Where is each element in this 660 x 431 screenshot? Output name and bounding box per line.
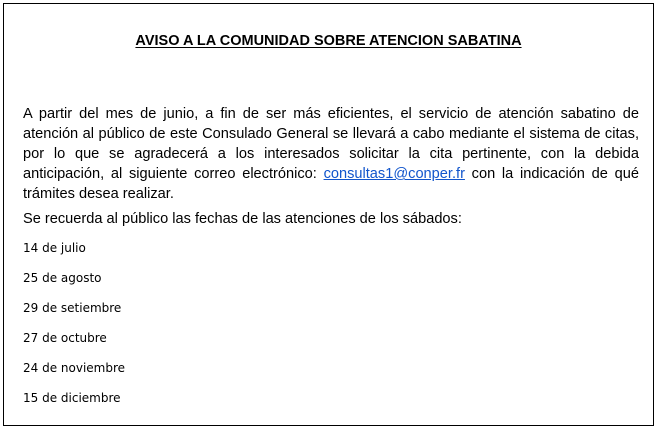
date-item: 14 de julio xyxy=(23,241,86,255)
date-item: 27 de octubre xyxy=(23,331,107,345)
notice-box xyxy=(3,3,654,426)
date-item: 29 de setiembre xyxy=(23,301,122,315)
notice-title xyxy=(4,31,653,51)
notice-paragraph xyxy=(23,104,639,204)
date-item: 25 de agosto xyxy=(23,271,102,285)
paragraph-text-before-email: A partir del mes de junio, a fin de ser más eficientes, el servicio de atención sabatino de atención al público de este Consulado General se llevará a cabo mediante el sistema de citas, por lo que se agradecerá a los interesados solicitar la cita pertinente, con la debida anticipación, al siguiente correo electrónico: xyxy=(23,106,639,182)
dates-reminder: Se recuerda al público las fechas de las atenciones de los sábados: xyxy=(23,211,462,227)
notice-title-text: AVISO A LA COMUNIDAD SOBRE ATENCION SABATINA xyxy=(135,33,522,49)
date-item: 15 de diciembre xyxy=(23,391,121,405)
date-item: 24 de noviembre xyxy=(23,361,126,375)
email-link[interactable]: consultas1@conper.fr xyxy=(323,166,465,182)
paragraph-text-after-email: con la indicación de qué trámites desea realizar. xyxy=(23,166,639,202)
saturday-dates-list xyxy=(23,239,125,419)
